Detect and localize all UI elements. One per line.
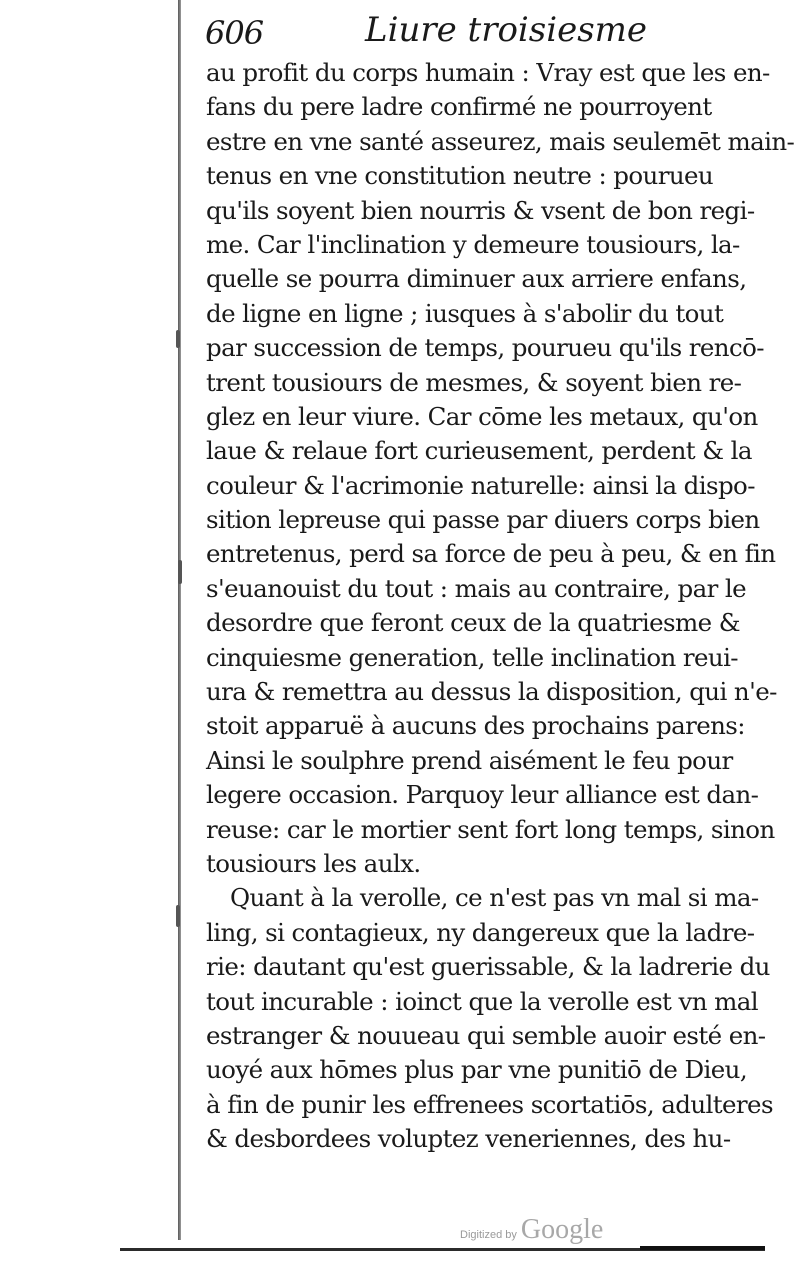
text-line: de ligne en ligne ; iusques à s'abolir du tout [206,298,724,328]
text-line: s'euanouist du tout : mais au contraire, par le [206,573,747,603]
text-line: ling, si contagieux, ny dangereux que la ladre- [206,917,755,947]
text-line: Quant à la verolle, ce n'est pas vn mal si ma- [230,883,759,913]
text-line: quelle se pourra diminuer aux arriere enfans, [206,264,747,294]
text-line: reuse: car le mortier sent fort long temps, sinon [206,814,775,844]
text-line: sition lepreuse qui passe par diuers corps bien [206,505,760,535]
text-line: estre en vne santé asseurez, mais seulemēt main- [206,126,794,156]
running-title: Liure troisiesme [365,10,648,50]
text-line: laue & relaue fort curieusement, perdent & la [206,436,752,466]
digitized-watermark [460,1214,603,1246]
body-text [206,56,794,1157]
watermark-prefix: Digitized by [460,1229,517,1241]
text-line: uoyé aux hōmes plus par vne punitiō de Dieu, [206,1055,748,1085]
text-line: cinquiesme generation, telle inclination reui- [206,642,738,672]
text-line: tousiours les aulx. [206,848,421,878]
text-line: couleur & l'acrimonie naturelle: ainsi la dispo- [206,470,755,500]
page-header [205,10,725,52]
text-line: par succession de temps, pourueu qu'ils rencō- [206,333,764,363]
text-line: trent tousiours de mesmes, & soyent bien re- [206,367,742,397]
text-line: glez en leur viure. Car cōme les metaux, qu'on [206,401,758,431]
text-line: desordre que feront ceux de la quatriesme & [206,608,740,638]
text-line: me. Car l'inclination y demeure tousiours, la- [206,229,740,259]
page-gutter-edge [178,0,181,1240]
text-line: au profit du corps humain : Vray est que les en- [206,58,770,87]
text-line: qu'ils soyent bien nourris & vsent de bon regi- [206,195,755,225]
scan-bottom-edge-dark [640,1246,765,1250]
text-line: Ainsi le soulphre prend aisément le feu pour [206,745,733,775]
text-line: legere occasion. Parquoy leur alliance est dan- [206,780,759,810]
text-line: estranger & nouueau qui semble auoir esté en- [206,1020,766,1050]
text-line: tout incurable : ioinct que la verolle est vn mal [206,986,758,1016]
text-line: stoit apparuë à aucuns des prochains parens: [206,711,745,741]
text-line: entretenus, perd sa force de peu à peu, & en fin [206,539,776,569]
text-line: fans du pere ladre confirmé ne pourroyent [206,92,712,122]
text-line: rie: dautant qu'est guerissable, & la ladrerie du [206,952,770,982]
text-line: ura & remettra au dessus la disposition, qui n'e- [206,677,777,707]
text-line: à fin de punir les effrenees scortatiōs, adulteres [206,1089,773,1119]
page-number: 606 [205,14,264,52]
text-line: & desbordees voluptez veneriennes, des hu- [206,1124,731,1154]
text-line: tenus en vne constitution neutre : pourueu [206,161,714,191]
google-logo: Google [520,1214,604,1245]
